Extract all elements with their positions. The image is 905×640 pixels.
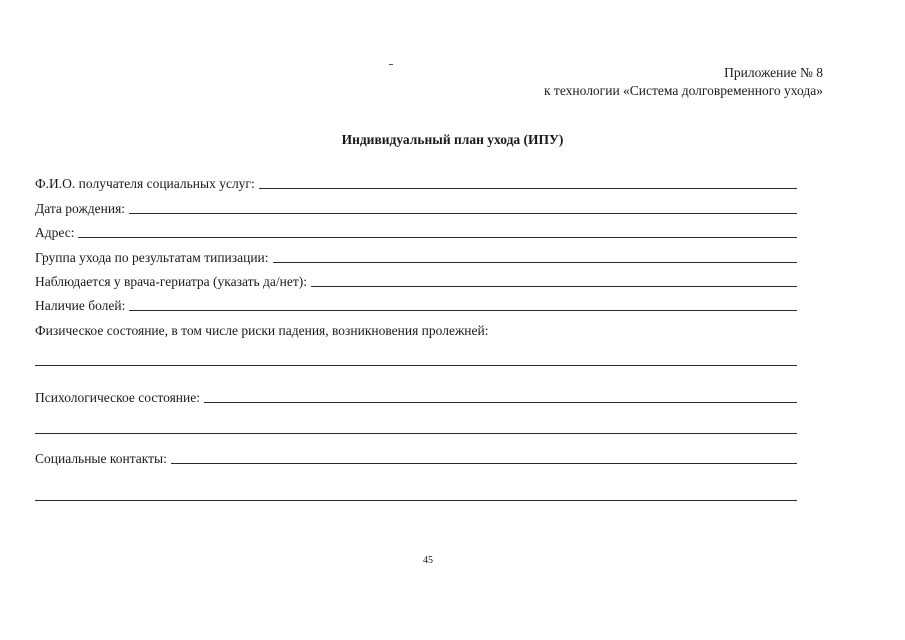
spacer	[35, 406, 797, 432]
spacer	[35, 339, 797, 364]
field-address-label: Адрес:	[35, 225, 75, 241]
field-care-group-label: Группа ухода по результатам типизации:	[35, 249, 269, 265]
field-pain	[35, 290, 797, 314]
field-pain-line[interactable]	[129, 309, 797, 311]
field-psychological	[35, 382, 797, 406]
spacer	[35, 434, 797, 442]
field-physical	[35, 314, 797, 338]
field-care-group-line[interactable]	[273, 261, 797, 263]
appendix-subtitle: к технологии «Система долговременного ухода»	[544, 83, 823, 98]
field-fio-line[interactable]	[259, 187, 797, 189]
page-number: 45	[423, 555, 433, 566]
document-title: Индивидуальный план ухода (ИПУ)	[341, 132, 564, 147]
appendix-header	[544, 64, 823, 100]
field-psychological-label: Психологическое состояние:	[35, 390, 200, 406]
field-pain-label: Наличие болей:	[35, 298, 126, 314]
field-social-line[interactable]	[171, 462, 797, 464]
field-social-extra-line[interactable]	[35, 499, 797, 501]
spacer	[35, 467, 797, 499]
field-physical-label: Физическое состояние, в том числе риски падения, возникновения пролежней:	[35, 322, 489, 338]
field-fio	[35, 168, 797, 192]
field-psychological-line[interactable]	[204, 401, 797, 403]
field-social	[35, 442, 797, 466]
field-address-line[interactable]	[78, 236, 797, 238]
appendix-number: Приложение № 8	[724, 65, 823, 80]
field-fio-label: Ф.И.О. получателя социальных услуг:	[35, 176, 255, 192]
field-care-group	[35, 241, 797, 265]
field-geriatrician	[35, 266, 797, 290]
spacer	[35, 366, 797, 382]
scan-speck	[389, 64, 393, 65]
field-birth-date	[35, 192, 797, 216]
field-address	[35, 217, 797, 241]
field-social-label: Социальные контакты:	[35, 450, 167, 466]
field-geriatrician-label: Наблюдается у врача-гериатра (указать да/нет):	[35, 273, 308, 289]
field-birth-date-line[interactable]	[129, 212, 797, 214]
care-plan-form	[35, 168, 797, 501]
field-birth-date-label: Дата рождения:	[35, 200, 126, 216]
field-geriatrician-line[interactable]	[311, 285, 797, 287]
